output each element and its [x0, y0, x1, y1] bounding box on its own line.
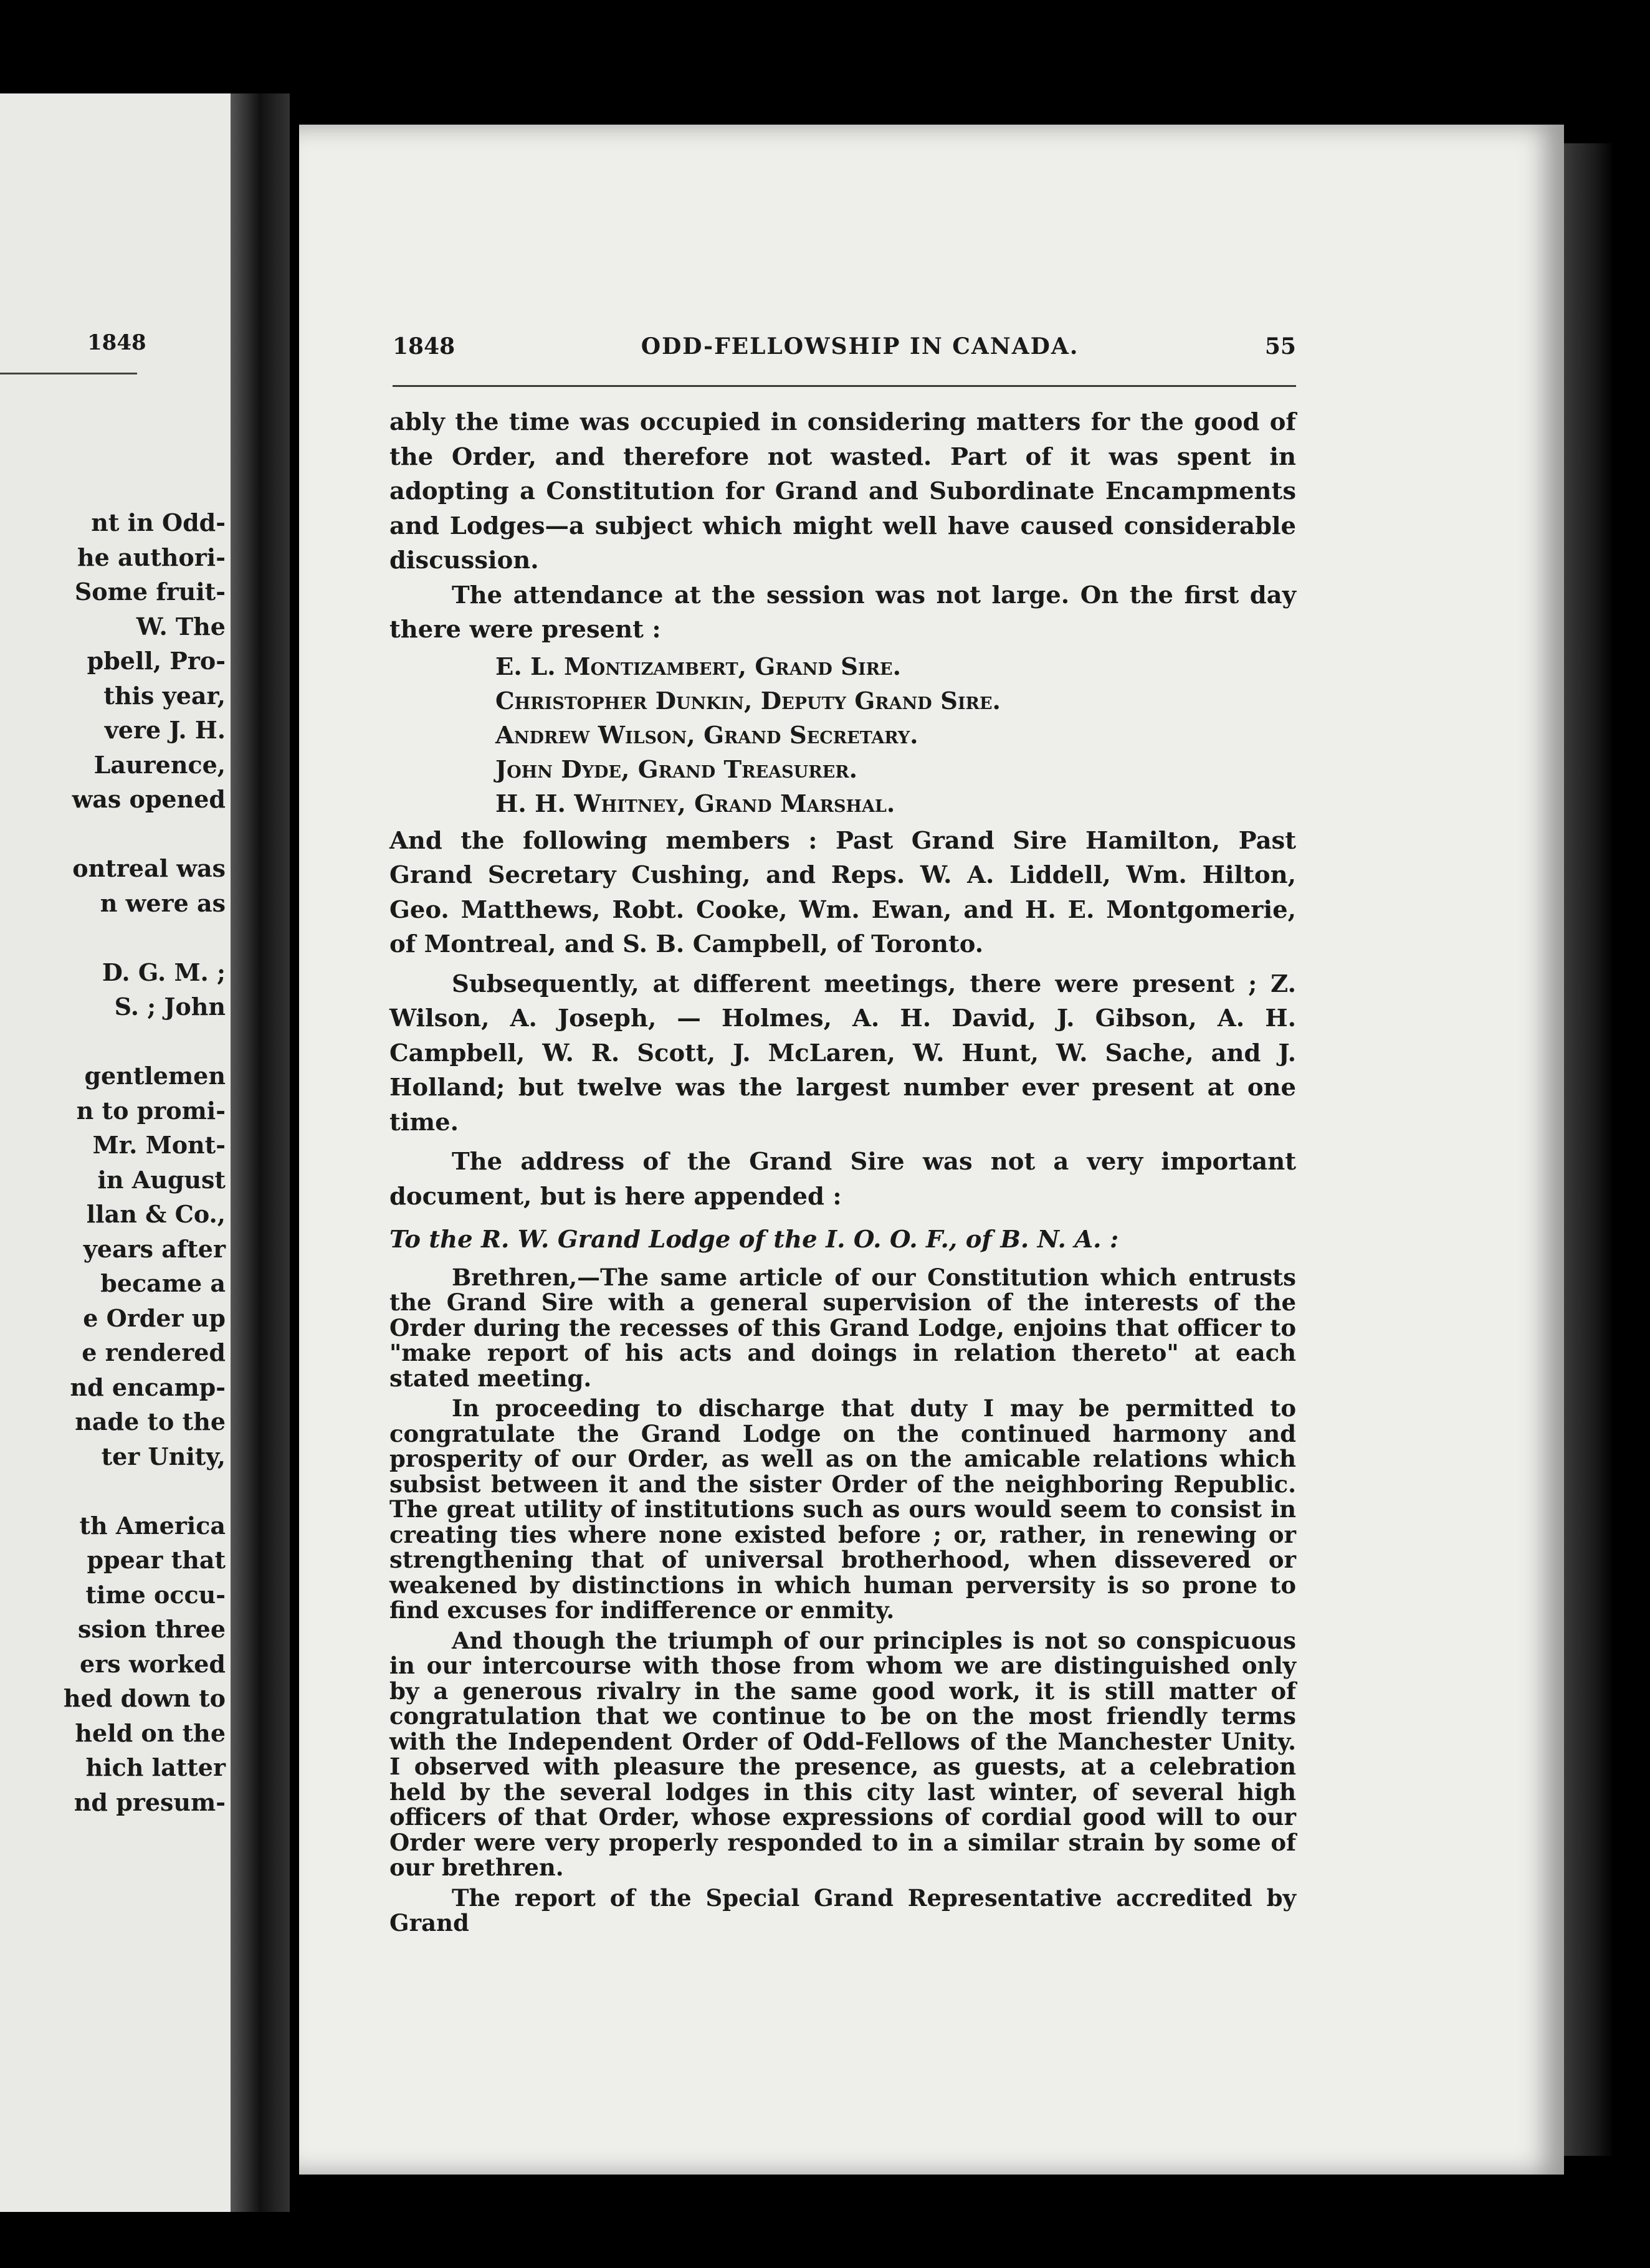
header-rule [393, 385, 1296, 387]
left-page-fragment-line: this year, [103, 681, 226, 710]
paragraph-subsequent: Subsequently, at different meetings, there were present ; Z. Wilson, A. Joseph, — Holmes, A. H. David, J. Gibson, A. H. Campbell, W. R. Scott, J. McLaren, W. Hunt, W. Sache, and J. Holland; but twelve was the largest number ever present at one time. [389, 970, 1296, 1136]
officer-line: H. H. Whitney, Grand Marshal. [495, 789, 895, 818]
left-page-year: 1848 [87, 330, 146, 355]
address-salutation: To the R. W. Grand Lodge of the I. O. O. F., of B. N. A. : [389, 1226, 1119, 1254]
left-page-fragment-line: ers worked [80, 1649, 226, 1678]
left-page-fragment-line: nd encamp- [70, 1373, 226, 1401]
page-number: 55 [1264, 333, 1296, 360]
left-page-fragment-line: pbell, Pro- [87, 647, 226, 675]
left-page-fragment-line: e Order up [83, 1303, 226, 1332]
left-page-fragment-line: nade to the [75, 1408, 226, 1436]
address-paragraph: In proceeding to discharge that duty I may be permitted to congratulate the Grand Lodge on the continued harmony and prosperity of our Order, as well as on the amicable relations which subsist between it and the sister Order of the neighboring Republic. The great utility of institutions such as ours would seem to consist in creating ties where none existed before ; or, rather, in renewing or strengthening that of universal brotherhood, when dissevered or weakened by distinctions in which human perversity is so prone to find excuses for indifference or enmity. [389, 1394, 1296, 1624]
left-page-fragment-line: ppear that [87, 1546, 226, 1574]
running-header [393, 333, 1296, 360]
left-page-fragment-line: llan & Co., [86, 1200, 226, 1228]
officers-list [389, 650, 1296, 821]
paragraph-address-intro: The address of the Grand Sire was not a very important document, but is here appended : [389, 1148, 1296, 1211]
left-page-fragment-line: D. G. M. ; [102, 958, 226, 986]
paragraph-continuation: ably the time was occupied in considering matters for the good of the Order, and therefore not wasted. Part of it was spent in adopting a Constitution for Grand and Subordinate Encampments and Lodges—a subject which might well have caused considerable discussion. [389, 408, 1296, 574]
left-page-fragment-line: Some fruit- [74, 578, 226, 606]
grand-sire-address [389, 1265, 1296, 1936]
address-paragraph: And though the triumph of our principles is not so conspicuous in our intercourse with those from whom we are distinguished only by a generous rivalry in the same good work, it is still matter of congratulation that we continue to be on the most friendly terms with the Independent Order of Odd-Fellows of the Manchester Unity. I observed with pleasure the presence, as guests, at a celebration held by the several lodges in this city last winter, of several high officers of that Order, whose expressions of cordial good will to our Order were very properly responded to in a similar strain by some of our brethren. [389, 1626, 1296, 1881]
address-paragraph-continues: The report of the Special Grand Representative accredited by Grand [389, 1884, 1296, 1937]
officer-line: Christopher Dunkin, Deputy Grand Sire. [495, 687, 1001, 715]
officer-line: E. L. Montizambert, Grand Sire. [495, 652, 901, 681]
page-body [389, 405, 1296, 1941]
left-page-fragment-line: nd presum- [74, 1788, 226, 1816]
left-page-fragment-line: ter Unity, [101, 1442, 226, 1470]
left-page-fragment-line: time occu- [85, 1580, 226, 1609]
left-page-fragment-line: he authori- [77, 543, 226, 571]
header-title: ODD-FELLOWSHIP IN CANADA. [641, 333, 1079, 360]
left-page-fragment-line: S. ; John [114, 993, 226, 1021]
left-page-header-rule [0, 373, 137, 374]
left-page-fragment-line: W. The [136, 612, 226, 641]
left-page-fragment-line: hed down to [64, 1684, 226, 1712]
address-paragraph: Brethren,—The same article of our Constitution which entrusts the Grand Sire with a general supervision of the interests of the Order during the recesses of this Grand Lodge, enjoins that officer to "make report of his acts and doings in relation thereto" at each stated meeting. [389, 1263, 1296, 1392]
left-page-fragment-line: gentlemen [84, 1062, 226, 1090]
left-page-fragment-line: n to promi- [76, 1096, 226, 1125]
left-page-fragment-line: in August [97, 1165, 226, 1194]
left-page-fragment-line: th America [79, 1511, 226, 1540]
left-page-fragment-line: n were as [100, 889, 226, 917]
left-page-fragment-line: years after [83, 1234, 226, 1263]
left-page-fragment-line: nt in Odd- [91, 508, 226, 536]
paragraph-members: And the following members : Past Grand Sire Hamilton, Past Grand Secretary Cushing, and Reps. W. A. Liddell, Wm. Hilton, Geo. Matthews, Robt. Cooke, Wm. Ewan, and H. E. Montgomerie, of Montreal, and S. B. Campbell, of Toronto. [389, 826, 1296, 958]
page-edge-shadow [1564, 143, 1614, 2156]
left-page-fragment-line: became a [100, 1269, 226, 1297]
left-page-fragment-line: held on the [75, 1718, 226, 1747]
left-page-fragment-line: ssion three [78, 1615, 226, 1643]
book-gutter [231, 93, 290, 2212]
officer-line: John Dyde, Grand Treasurer. [495, 755, 858, 784]
left-page-fragment-line: hich latter [85, 1753, 226, 1781]
left-facing-page [0, 93, 231, 2212]
header-year: 1848 [393, 333, 455, 360]
officer-line: Andrew Wilson, Grand Secretary. [495, 721, 918, 750]
left-page-fragment-line: Laurence, [93, 750, 226, 779]
paragraph-attendance: The attendance at the session was not large. On the first day there were present : [389, 581, 1296, 644]
left-page-fragment-line: e rendered [82, 1338, 226, 1366]
left-page-fragment-line: Mr. Mont- [92, 1131, 226, 1159]
left-page-fragment-line: ontreal was [72, 854, 226, 882]
left-page-fragment-line: vere J. H. [104, 716, 226, 744]
left-page-fragment-line: was opened [72, 785, 226, 813]
